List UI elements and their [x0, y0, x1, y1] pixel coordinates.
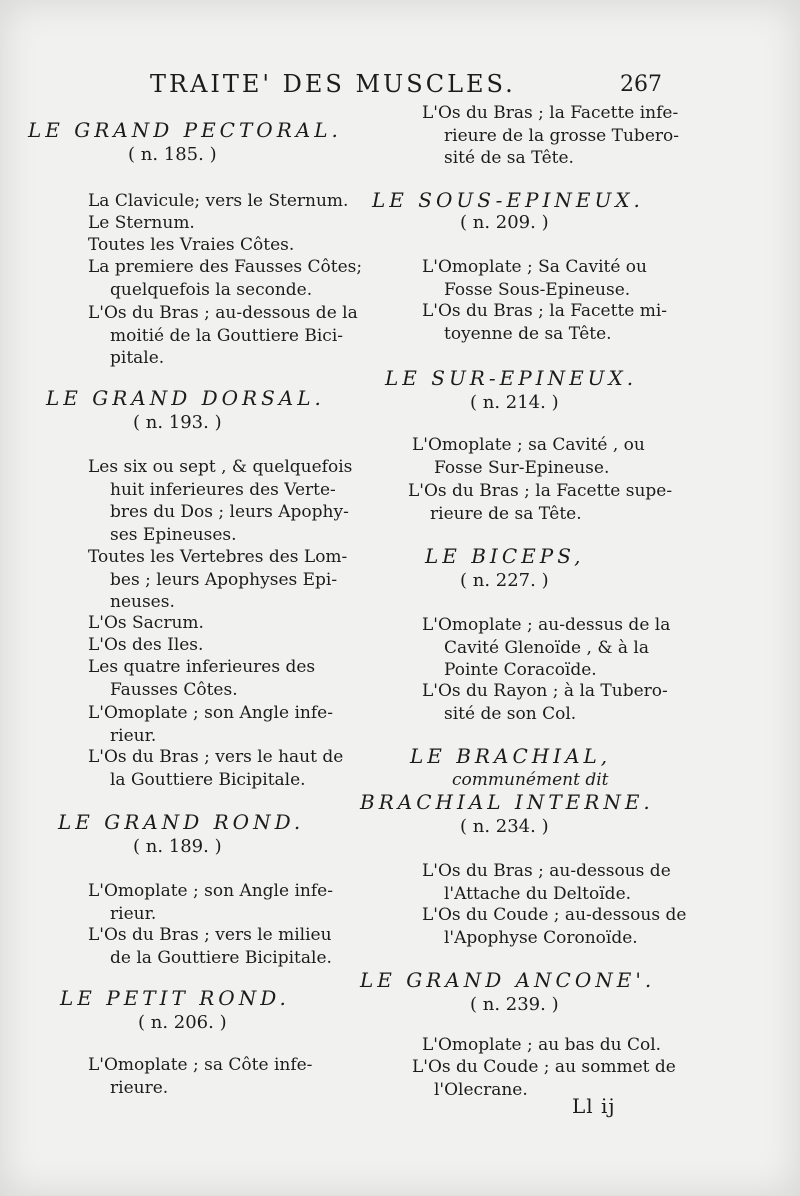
attachment-entry: [412, 1056, 676, 1101]
entry-line: L'Os du Bras ; la Facette mi-: [422, 301, 668, 321]
section-reference: ( n. 185. ): [128, 144, 217, 165]
entry-line: L'Os du Bras ; au-dessous de la: [88, 303, 358, 323]
entry-line: L'Omoplate ; au-dessus de la: [422, 615, 671, 635]
muscle-heading: LE SOUS-EPINEUX.: [372, 188, 644, 212]
attachment-entry: [422, 300, 667, 345]
attachment-entry: [88, 234, 294, 257]
section-reference: ( n. 206. ): [138, 1012, 227, 1033]
entry-line: pitale.: [110, 348, 165, 368]
entry-line: La Clavicule; vers le Sternum.: [88, 191, 349, 211]
entry-line: L'Os du Coude ; au sommet de: [412, 1057, 676, 1077]
section-reference: ( n. 209. ): [460, 212, 549, 233]
attachment-entry: [88, 702, 333, 747]
entry-line: rieure de sa Tête.: [430, 503, 582, 524]
entry-line: L'Os du Rayon ; à la Tubero-: [422, 681, 668, 701]
entry-line: l'Attache du Deltoïde.: [444, 883, 632, 904]
attachment-entry: [88, 256, 362, 301]
entry-line: L'Os Sacrum.: [88, 613, 204, 633]
attachment-entry: [88, 1054, 312, 1099]
entry-line: L'Omoplate ; Sa Cavité ou: [422, 257, 647, 277]
section-reference: ( n. 239. ): [470, 994, 559, 1015]
signature-mark: Ll ij: [572, 1094, 616, 1118]
entry-line: quelquefois la seconde.: [110, 279, 313, 300]
attachment-entry: [88, 924, 332, 969]
entry-line: L'Os des Iles.: [88, 635, 204, 655]
entry-line: la Gouttiere Bicipitale.: [110, 769, 306, 790]
entry-line: Toutes les Vertebres des Lom-: [88, 547, 348, 567]
attachment-entry: [422, 860, 671, 905]
entry-line: Fausses Côtes.: [110, 679, 238, 700]
muscle-heading-alt: BRACHIAL INTERNE.: [360, 790, 654, 814]
attachment-entry: [88, 302, 358, 370]
entry-line: Fosse Sur-Epineuse.: [434, 457, 610, 478]
attachment-entry: [88, 656, 315, 701]
entry-line: L'Omoplate ; sa Cavité , ou: [412, 435, 645, 455]
entry-line: L'Os du Bras ; la Facette infe-: [422, 103, 679, 123]
muscle-heading: LE GRAND DORSAL.: [46, 386, 325, 410]
entry-line: huit inferieures des Verte-: [110, 479, 336, 500]
muscle-heading: LE GRAND PECTORAL.: [28, 118, 342, 142]
entry-line: L'Os du Bras ; vers le milieu: [88, 925, 332, 945]
attachment-entry: [408, 480, 672, 525]
entry-line: sité de sa Tête.: [444, 148, 574, 168]
attachment-entry: [412, 434, 645, 479]
attachment-entry: [88, 212, 195, 235]
entry-line: L'Os du Bras ; au-dessous de: [422, 861, 671, 881]
running-head: TRAITE' DES MUSCLES.: [150, 70, 516, 98]
entry-line: bes ; leurs Apophyses Epi-: [110, 569, 338, 590]
entry-line: l'Apophyse Coronoïde.: [444, 927, 638, 948]
muscle-heading: LE BRACHIAL,: [410, 744, 612, 768]
attachment-entry: [88, 746, 343, 791]
entry-line: Cavité Glenoïde , & à la: [444, 637, 649, 658]
attachment-entry: [88, 190, 348, 213]
attachment-entry: [88, 612, 204, 635]
muscle-heading: LE PETIT ROND.: [60, 986, 290, 1010]
entry-line: rieur.: [110, 903, 157, 924]
attachment-entry: [422, 614, 670, 682]
entry-line: Le Sternum.: [88, 213, 195, 233]
attachment-entry: [422, 680, 668, 725]
entry-line: L'Omoplate ; au bas du Col.: [422, 1035, 662, 1055]
entry-line: toyenne de sa Tête.: [444, 323, 612, 344]
entry-line: La premiere des Fausses Côtes;: [88, 257, 363, 277]
entry-line: L'Os du Coude ; au-dessous de: [422, 905, 687, 925]
section-reference: ( n. 227. ): [460, 570, 549, 591]
entry-line: moitié de la Gouttiere Bici-: [110, 325, 343, 346]
entry-line: rieure de la grosse Tubero-: [444, 125, 679, 146]
entry-line: L'Os du Bras ; la Facette supe-: [408, 481, 673, 501]
entry-line: L'Omoplate ; son Angle infe-: [88, 703, 333, 723]
entry-line: neuses.: [110, 592, 175, 612]
attachment-entry: [88, 634, 203, 657]
attachment-entry: [88, 546, 347, 614]
muscle-heading: LE GRAND ROND.: [58, 810, 305, 834]
muscle-heading: LE BICEPS,: [425, 544, 585, 568]
attachment-entry: [88, 880, 333, 925]
attachment-entry: [422, 102, 679, 170]
entry-line: Toutes les Vraies Côtes.: [88, 235, 295, 255]
entry-line: l'Olecrane.: [434, 1079, 528, 1100]
muscle-subheading: communément dit: [452, 770, 609, 790]
entry-line: de la Gouttiere Bicipitale.: [110, 947, 332, 968]
entry-line: Les quatre inferieures des: [88, 657, 316, 677]
attachment-entry: [422, 256, 647, 301]
page-number: 267: [620, 72, 662, 97]
section-reference: ( n. 193. ): [133, 412, 222, 433]
entry-line: ses Epineuses.: [110, 524, 237, 545]
entry-line: Les six ou sept , & quelquefois: [88, 457, 353, 477]
entry-line: Fosse Sous-Epineuse.: [444, 279, 631, 300]
entry-line: sité de son Col.: [444, 703, 577, 724]
section-reference: ( n. 189. ): [133, 836, 222, 857]
entry-line: L'Omoplate ; sa Côte infe-: [88, 1055, 313, 1075]
attachment-entry: [422, 904, 686, 949]
muscle-heading: LE GRAND ANCONE'.: [360, 968, 656, 992]
attachment-entry: [88, 456, 352, 546]
entry-line: bres du Dos ; leurs Apophy-: [110, 502, 349, 522]
entry-line: Pointe Coracoïde.: [444, 660, 597, 680]
entry-line: rieur.: [110, 725, 157, 746]
entry-line: rieure.: [110, 1077, 169, 1098]
muscle-heading: LE SUR-EPINEUX.: [385, 366, 638, 390]
section-reference: ( n. 214. ): [470, 392, 559, 413]
section-reference: ( n. 234. ): [460, 816, 549, 837]
attachment-entry: [422, 1034, 661, 1057]
entry-line: L'Os du Bras ; vers le haut de: [88, 747, 344, 767]
entry-line: L'Omoplate ; son Angle infe-: [88, 881, 333, 901]
